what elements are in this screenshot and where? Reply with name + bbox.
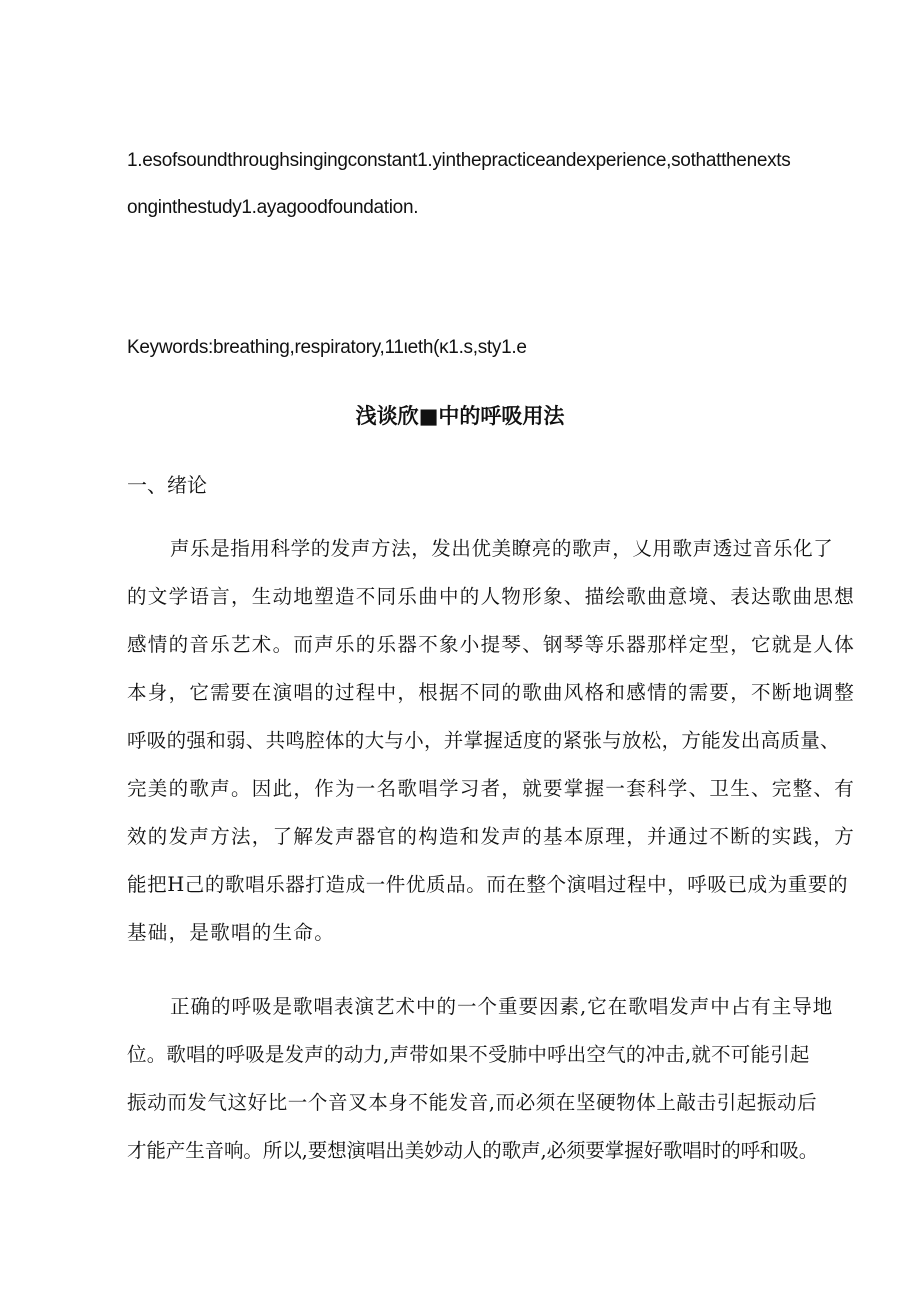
paragraph-1-line: 的文学语言，生动地塑造不同乐曲中的人物形象、描绘歌曲意境、表达歌曲思想 xyxy=(127,585,856,608)
paragraph-2-line: 位。歌唱的呼吸是发声的动力,声带如果不受肺中呼出空气的冲击,就不可能引起 xyxy=(127,1043,810,1066)
paragraph-1-line: 完美的歌声。因此，作为一名歌唱学习者，就要掌握一套科学、卫生、完整、有 xyxy=(127,777,856,800)
paragraph-1-line: 基础，是歌唱的生命。 xyxy=(127,921,336,944)
paragraph-1-line: 效的发声方法，了解发声器官的构造和发声的基本原理，并通过不断的实践，方 xyxy=(127,825,856,848)
section-heading: 一、绪论 xyxy=(127,473,207,497)
paragraph-1-line: 声乐是指用科学的发声方法，发出优美瞭亮的歌声，乂用歌声透过音乐化了 xyxy=(170,537,834,560)
paragraph-1-line: 感情的音乐艺术。而声乐的乐器不象小提琴、钢琴等乐器那样定型，它就是人体 xyxy=(127,633,856,656)
paragraph-2-line: 振动而发气这好比一个音叉本身不能发音,而必须在坚硬物体上敲击引起振动后 xyxy=(127,1091,818,1114)
paragraph-2-line: 才能产生音响。所以,要想演唱出美妙动人的歌声,必须要掌握好歌唱时的呼和吸。 xyxy=(127,1139,819,1162)
paragraph-2 xyxy=(127,983,847,1175)
paragraph-1-line: 能把H己的歌唱乐器打造成一件优质品。而在整个演唱过程中，呼吸已成为重要的 xyxy=(127,873,849,896)
paragraph-2-line: 正确的呼吸是歌唱表演艺术中的一个重要因素,它在歌唱发声中占有主导地 xyxy=(170,995,834,1018)
paper-title: 浅谈欣■中的呼吸用法 xyxy=(355,404,565,428)
abstract-line-2: onginthestudy1.ayagoodfoundation. xyxy=(127,197,419,218)
paragraph-1-line: 呼吸的强和弱、共鸣腔体的大与小，并掌握适度的紧张与放松，方能发出高质量、 xyxy=(127,729,840,752)
paragraph-1 xyxy=(127,525,856,957)
keywords-line: Keywords:breathing,respiratory,11ιeth(κ1.s,sty1.e xyxy=(127,337,527,358)
paragraph-1-line: 本身，它需要在演唱的过程中，根据不同的歌曲风格和感情的需要，不断地调整 xyxy=(127,681,856,704)
abstract-line-1: 1.esofsoundthroughsingingconstant1.yinthepracticeandexperience,sothatthenexts xyxy=(127,150,791,171)
